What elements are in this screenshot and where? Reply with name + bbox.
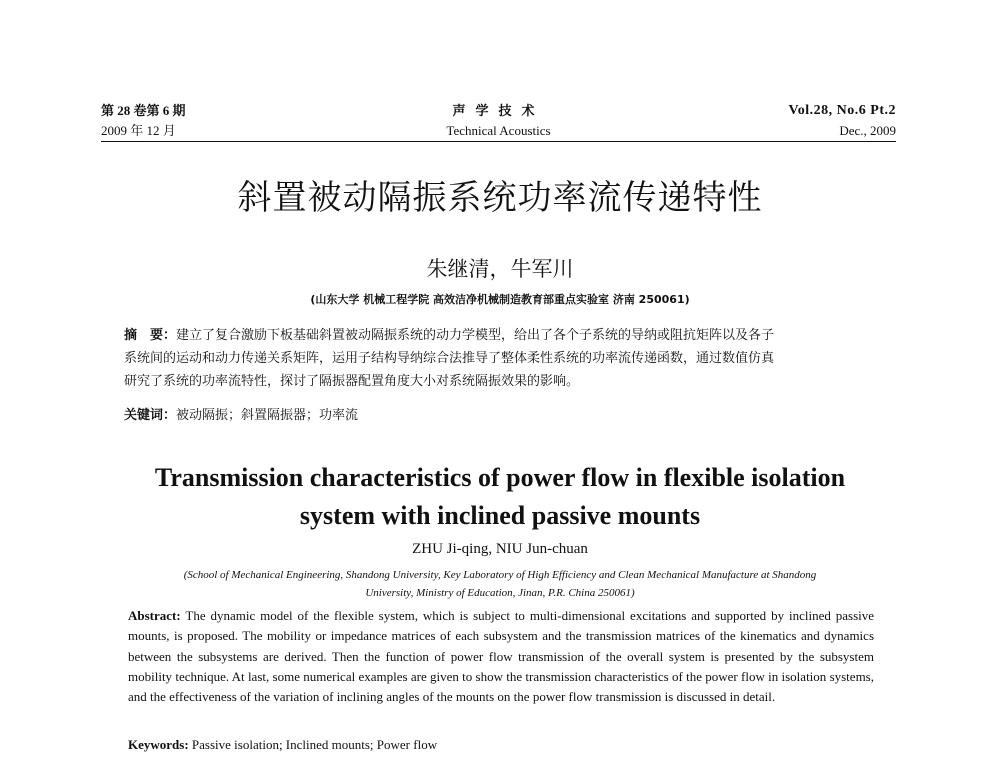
volume-en: Vol.28, No.6 Pt.2 [788,103,896,118]
authors-en: ZHU Ji-qing, NIU Jun-chuan [412,541,588,557]
title-cn: 斜置被动隔振系统功率流传递特性 [237,178,763,218]
affiliation-cn: (山东大学 机械工程学院 高效洁净机械制造教育部重点实验室 济南 250061) [310,293,690,306]
abstract-cn [124,324,876,393]
issue-cn: 第 28 卷第 6 期 [101,103,186,118]
keywords-cn-text: 被动隔振；斜置隔振器；功率流 [176,408,359,423]
affiliation-en-line-2: University, Ministry of Education, Jinan, P.R. China 250061) [365,587,635,599]
abstract-cn-label: 摘 要： [124,328,177,343]
journal-name-cn: 声学技术 [452,103,545,118]
title-en-line-2: system with inclined passive mounts [299,501,701,530]
keywords-en [128,736,874,754]
keywords-cn-label: 关键词： [124,408,177,423]
authors-cn: 朱继清，牛军川 [426,257,574,281]
abstract-cn-line-1: 摘 要：建立了复合激励下板基础斜置被动隔振系统的动力学模型，给出了各个子系统的导纳或阻抗矩阵以及各子 [124,328,775,343]
affiliation-en-line-1: (School of Mechanical Engineering, Shandong University, Key Laboratory of High Efficiency and Clean Mechanical Manufacture at Shandong [183,569,817,581]
keywords-en-text: Passive isolation; Inclined mounts; Power flow [191,737,438,752]
journal-header [101,101,896,142]
header-center [101,101,896,141]
abstract-en-text: The dynamic model of the flexible system, which is subject to multi-dimensional excitations and supported by inclined passive mounts, is proposed. The mobility or impedance matrices of each subsystem and the transmission matrices of the kinematics and dynamics between the subsystems are derived. Then the function of power flow transmission of the overall system is presented by the subsystem mobility technique. At last, some numerical examples are given to show the transmission characteristics of the power flow in isolation systems, and the effectiveness of the variation of inclining angles of the mounts on the power flow transmission is discussed in detail. [128,608,875,705]
abstract-en [128,606,874,707]
title-en-line-1: Transmission characteristics of power flow in flexible isolation [154,463,846,492]
keywords-en-label: Keywords: [128,737,189,752]
abstract-cn-line-2: 系统间的运动和动力传递关系矩阵，运用子结构导纳综合法推导了整体柔性系统的功率流传递函数，通过数值仿真 [124,351,775,366]
affiliation-en [0,566,1000,602]
abstract-en-label: Abstract: [128,608,181,623]
keywords-cn [124,406,876,426]
header-right [788,101,896,141]
abstract-cn-line-3: 研究了系统的功率流特性，探讨了隔振器配置角度大小对系统隔振效果的影响。 [124,374,580,389]
date-cn: 2009 年 12 月 [101,123,176,138]
journal-name-en: Technical Acoustics [446,123,551,138]
title-en [0,459,1000,535]
date-en: Dec., 2009 [839,123,896,138]
